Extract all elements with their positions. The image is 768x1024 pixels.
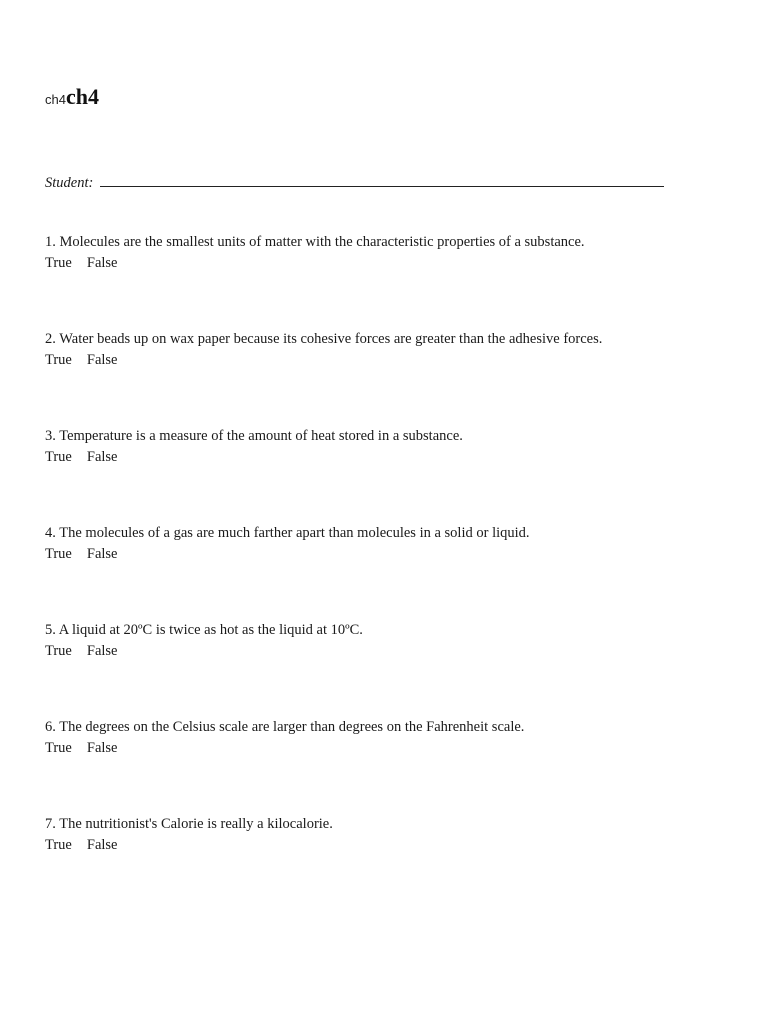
title-big: ch4 xyxy=(65,84,99,109)
answer-options xyxy=(45,350,602,371)
question-body: The molecules of a gas are much farther apart than molecules in a solid or liquid. xyxy=(59,525,530,541)
option-true[interactable]: True xyxy=(45,643,72,659)
option-true[interactable]: True xyxy=(45,740,72,756)
question-body: Water beads up on wax paper because its cohesive forces are greater than the adhesive forces. xyxy=(59,331,603,347)
question-number: 5. xyxy=(45,622,56,638)
student-label: Student: xyxy=(45,175,94,191)
answer-options xyxy=(45,447,463,468)
document-page xyxy=(45,0,745,1024)
option-false[interactable]: False xyxy=(86,643,118,659)
answer-options xyxy=(45,641,363,662)
question-3 xyxy=(45,426,463,468)
student-name-row xyxy=(45,172,664,192)
option-false[interactable]: False xyxy=(86,740,118,756)
question-number: 7. xyxy=(45,816,56,832)
question-4 xyxy=(45,523,530,565)
question-number: 4. xyxy=(45,525,56,541)
option-true[interactable]: True xyxy=(45,546,72,562)
question-body: Molecules are the smallest units of matter with the characteristic properties of a substance. xyxy=(59,234,585,250)
question-number: 1. xyxy=(45,234,56,250)
question-5 xyxy=(45,620,363,662)
question-text xyxy=(45,329,602,350)
option-false[interactable]: False xyxy=(86,546,118,562)
question-text xyxy=(45,232,585,253)
question-text xyxy=(45,814,333,835)
question-text xyxy=(45,523,530,544)
student-name-blank[interactable] xyxy=(100,172,664,187)
question-text xyxy=(45,426,463,447)
question-7 xyxy=(45,814,333,856)
option-false[interactable]: False xyxy=(86,255,118,271)
question-body: The nutritionist's Calorie is really a kilocalorie. xyxy=(59,816,333,832)
option-false[interactable]: False xyxy=(86,352,118,368)
question-1 xyxy=(45,232,585,274)
question-text xyxy=(45,717,524,738)
option-true[interactable]: True xyxy=(45,837,72,853)
question-body: Temperature is a measure of the amount of heat stored in a substance. xyxy=(59,428,463,444)
question-number: 3. xyxy=(45,428,56,444)
question-body: The degrees on the Celsius scale are larger than degrees on the Fahrenheit scale. xyxy=(59,719,525,735)
answer-options xyxy=(45,253,585,274)
answer-options xyxy=(45,835,333,856)
question-2 xyxy=(45,329,602,371)
question-number: 2. xyxy=(45,331,56,347)
option-true[interactable]: True xyxy=(45,255,72,271)
option-false[interactable]: False xyxy=(86,837,118,853)
title-small: ch4 xyxy=(45,92,66,107)
question-body: A liquid at 20ºC is twice as hot as the liquid at 10ºC. xyxy=(58,622,363,638)
option-true[interactable]: True xyxy=(45,352,72,368)
question-6 xyxy=(45,717,524,759)
question-number: 6. xyxy=(45,719,56,735)
answer-options xyxy=(45,738,524,759)
document-title xyxy=(45,86,99,108)
question-text xyxy=(45,620,363,641)
option-true[interactable]: True xyxy=(45,449,72,465)
option-false[interactable]: False xyxy=(86,449,118,465)
answer-options xyxy=(45,544,530,565)
